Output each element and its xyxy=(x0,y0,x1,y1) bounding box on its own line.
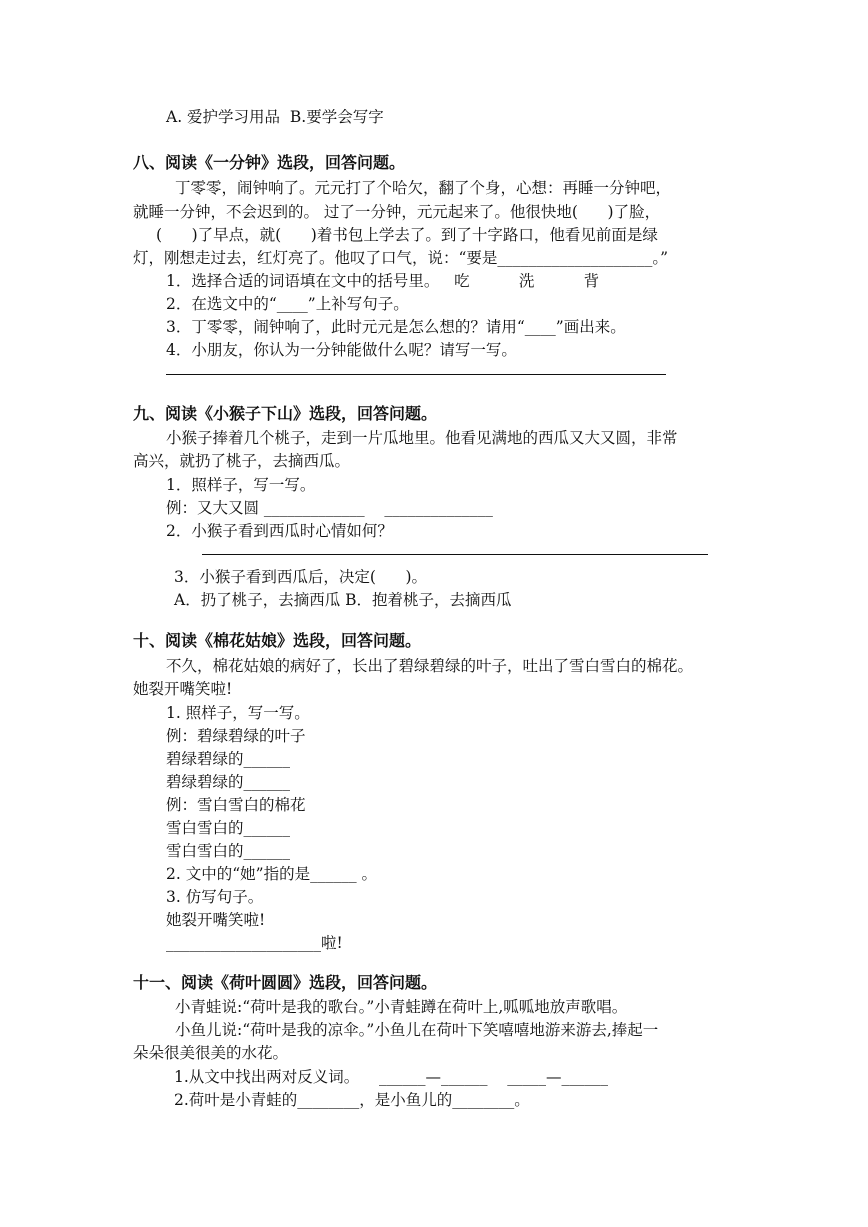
fill-line: 雪白雪白的______ xyxy=(166,842,291,860)
question-line: 2．在选文中的“____”上补写句子。 xyxy=(166,295,409,313)
question-line: 3．丁零零，闹钟响了，此时元元是怎么想的？请用“____”画出来。 xyxy=(166,318,626,336)
question-line: 2.荷叶是小青蛙的________，是小鱼儿的________。 xyxy=(174,1091,530,1109)
passage-line: 小猴子捧着几个桃子，走到一片瓜地里。他看见满地的西瓜又大又圆，非常 xyxy=(166,429,678,447)
question-line: 1．选择合适的词语填在文中的括号里。 吃 洗 背 xyxy=(166,272,600,290)
question-line: 4．小朋友，你认为一分钟能做什么呢？请写一写。 xyxy=(166,341,517,359)
question-line: 2. 文中的“她”指的是______ 。 xyxy=(166,865,377,883)
passage-line: ( )了早点，就( )着书包上学去了。到了十字路口，他看见前面是绿 xyxy=(156,226,658,244)
fill-line: 碧绿碧绿的______ xyxy=(166,773,291,791)
passage-line: 高兴，就扔了桃子，去摘西瓜。 xyxy=(133,452,351,470)
question-line: 3. 仿写句子。 xyxy=(166,888,264,906)
passage-line: 朵朵很美很美的水花。 xyxy=(133,1044,289,1062)
passage-line: 她裂开嘴笑啦! xyxy=(133,680,233,698)
passage-line: 灯，刚想走过去，红灯亮了。他叹了口气，说：“要是____________________。” xyxy=(133,249,669,267)
section-10-heading: 十、阅读《棉花姑娘》选段，回答问题。 xyxy=(133,631,422,650)
question-line: 2．小猴子看到西瓜时心情如何？ xyxy=(166,522,393,540)
passage-line: 丁零零，闹钟响了。元元打了个哈欠，翻了个身，心想：再睡一分钟吧， xyxy=(175,179,672,197)
section-9-heading: 九、阅读《小猴子下山》选段，回答问题。 xyxy=(133,404,438,423)
question-line: 1. 照样子，写一写。 xyxy=(166,704,310,722)
fill-line: 雪白雪白的______ xyxy=(166,819,291,837)
answer-line[interactable] xyxy=(202,554,708,555)
answer-line[interactable] xyxy=(166,374,666,375)
fill-line: ____________________啦! xyxy=(166,934,343,952)
question-line: 1.从文中找出两对反义词。 ______—______ _____—______ xyxy=(174,1068,608,1086)
passage-line: 小青蛙说:“荷叶是我的歌台。”小青蛙蹲在荷叶上,呱呱地放声歌唱。 xyxy=(175,998,628,1016)
option-line: A．扔了桃子，去摘西瓜 B．抱着桃子，去摘西瓜 xyxy=(174,591,512,609)
passage-line: 就睡一分钟，不会迟到的。 过了一分钟，元元起来了。他很快地( )了脸， xyxy=(133,203,661,221)
passage-line: 不久，棉花姑娘的病好了，长出了碧绿碧绿的叶子，吐出了雪白雪白的棉花。 xyxy=(166,657,694,675)
example-line: 例：碧绿碧绿的叶子 xyxy=(166,727,306,745)
example-line: 例：雪白雪白的棉花 xyxy=(166,796,306,814)
fill-line: 碧绿碧绿的______ xyxy=(166,750,291,768)
question-line: 1．照样子，写一写。 xyxy=(166,476,316,494)
example-line: 她裂开嘴笑啦! xyxy=(166,911,266,929)
option-line: A. 爱护学习用品 B.要学会写字 xyxy=(166,108,384,126)
question-line: 3．小猴子看到西瓜后，决定( )。 xyxy=(174,568,428,586)
example-line: 例：又大又圆 _____________ ______________ xyxy=(166,499,493,517)
section-11-heading: 十一、阅读《荷叶圆圆》选段，回答问题。 xyxy=(133,973,438,992)
passage-line: 小鱼儿说:“荷叶是我的凉伞。”小鱼儿在荷叶下笑嘻嘻地游来游去,捧起一 xyxy=(175,1021,659,1039)
section-8-heading: 八、阅读《一分钟》选段，回答问题。 xyxy=(133,153,406,172)
